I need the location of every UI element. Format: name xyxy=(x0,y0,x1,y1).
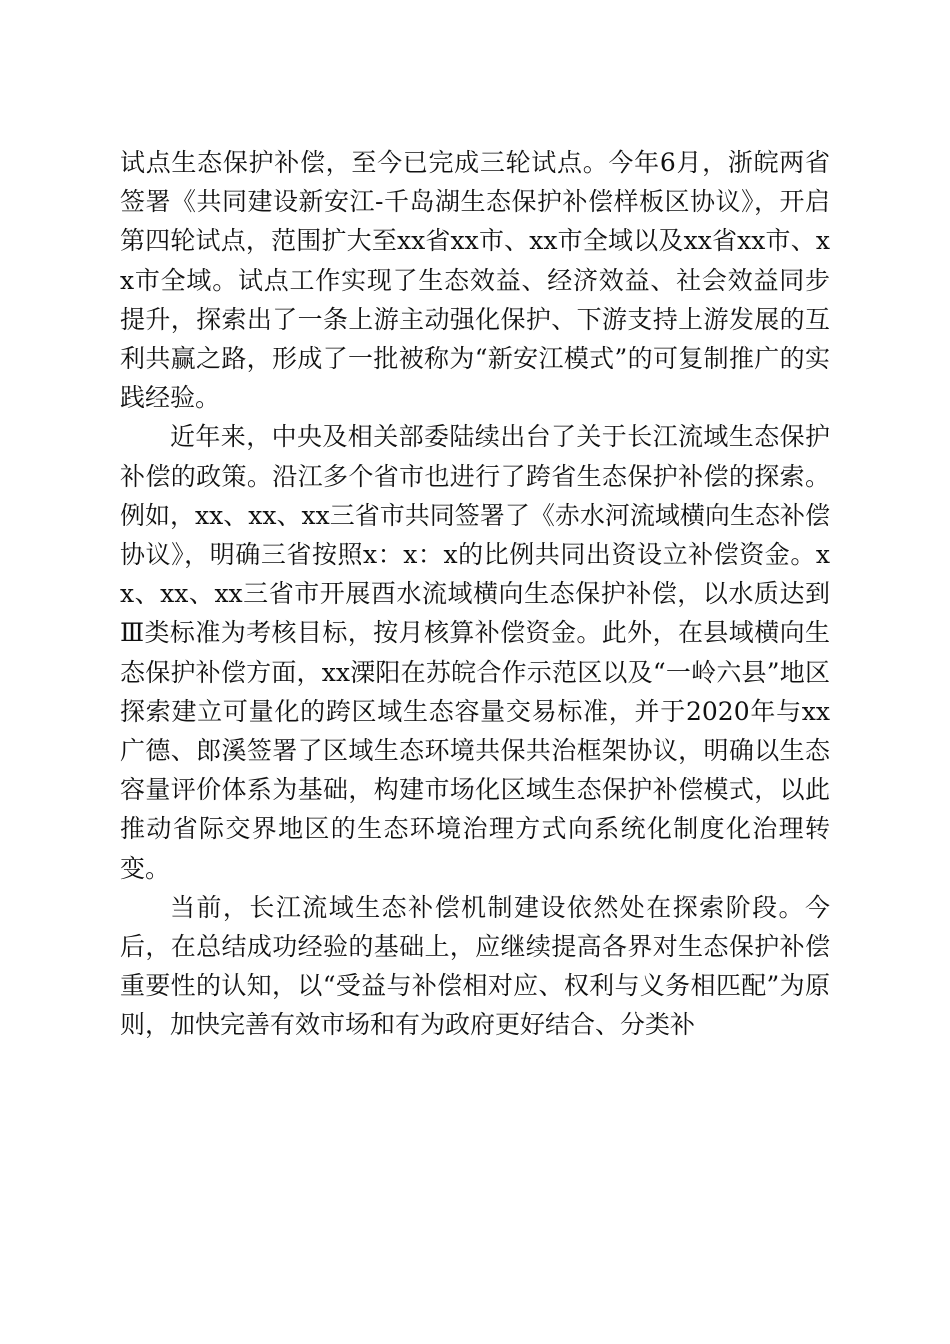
paragraph-current-stage: 当前，长江流域生态补偿机制建设依然处在探索阶段。今后，在总结成功经验的基础上，应继续提高各界对生态保护补偿重要性的认知，以“受益与补偿相对应、权利与义务相匹配”为原则，加快完善有效市场和有为政府更好结合、分类补 xyxy=(120,892,830,1040)
document-body xyxy=(120,143,830,1045)
paragraph-continuation: 试点生态保护补偿，至今已完成三轮试点。今年6月，浙皖两省签署《共同建设新安江-千岛湖生态保护补偿样板区协议》，开启第四轮试点，范围扩大至xx省xx市、xx市全域以及xx省xx市、xx市全域。试点工作实现了生态效益、经济效益、社会效益同步提升，探索出了一条上游主动强化保护、下游支持上游发展的互利共赢之路，形成了一批被称为“新安江模式”的可复制推广的实践经验。 xyxy=(120,148,830,413)
paragraph-recent-policies: 近年来，中央及相关部委陆续出台了关于长江流域生态保护补偿的政策。沿江多个省市也进行了跨省生态保护补偿的探索。例如，xx、xx、xx三省市共同签署了《赤水河流域横向生态补偿协议》，明确三省按照x：x：x的比例共同出资设立补偿资金。xx、xx、xx三省市开展酉水流域横向生态保护补偿，以水质达到Ⅲ类标准为考核目标，按月核算补偿资金。此外，在县域横向生态保护补偿方面，xx溧阳在苏皖合作示范区以及“一岭六县”地区探索建立可量化的跨区域生态容量交易标准，并于2020年与xx广德、郎溪签署了区域生态环境共保共治框架协议，明确以生态容量评价体系为基础，构建市场化区域生态保护补偿模式，以此推动省际交界地区的生态环境治理方式向系统化制度化治理转变。 xyxy=(120,422,830,883)
